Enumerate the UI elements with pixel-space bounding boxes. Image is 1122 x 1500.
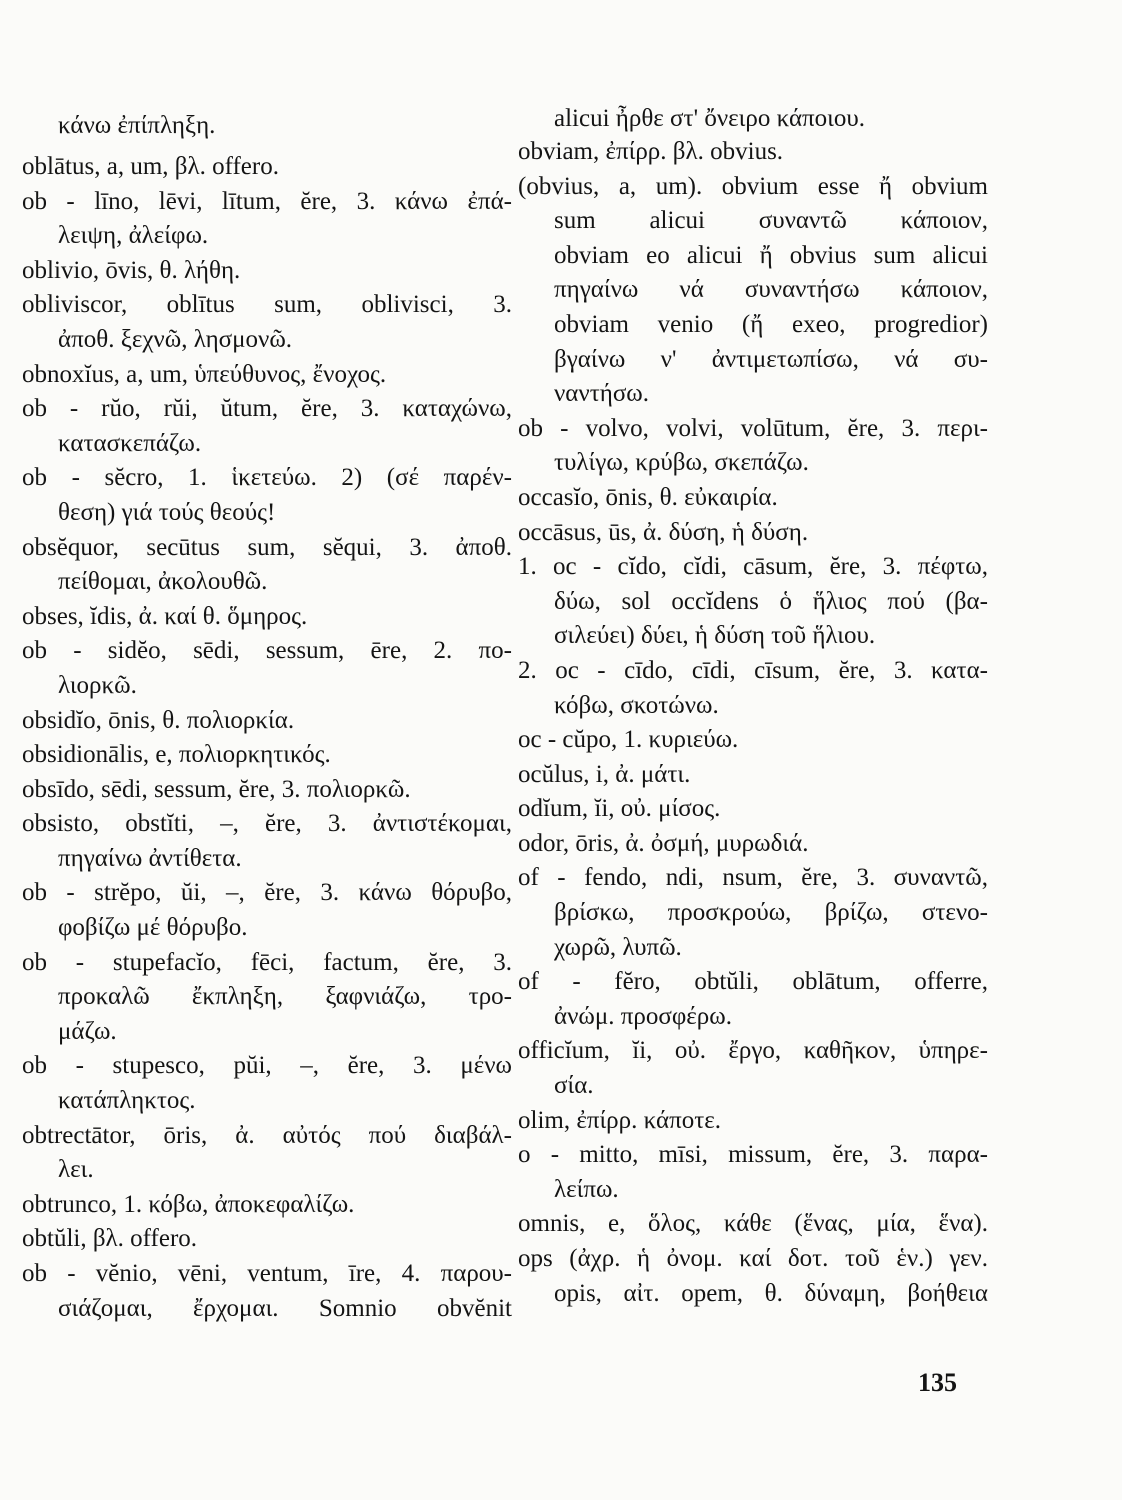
dictionary-entry-line: ob - rŭo, rŭi, ŭtum, ĕre, 3. καταχώνω,: [22, 395, 512, 423]
entry-continuation-line: obviam eo alicui ἤ obvius sum alicui: [554, 241, 988, 269]
entry-continuation-line: θεση) γιά τούς θεούς!: [58, 498, 276, 526]
entry-continuation-line: ἀνώμ. προσφέρω.: [554, 1002, 732, 1030]
entry-continuation-line: χωρῶ, λυπῶ.: [554, 933, 682, 961]
dictionary-entry-line: ob - līno, lēvi, lītum, ĕre, 3. κάνω ἐπά-: [22, 187, 512, 215]
entry-continuation-line: κατάπληκτος.: [58, 1087, 196, 1115]
entry-continuation-line: φοβίζω μέ θόρυβο.: [58, 914, 248, 942]
entry-continuation-line: ἀποθ. ξεχνῶ, λησμονῶ.: [58, 325, 293, 353]
dictionary-entry-line: odĭum, ĭi, οὐ. μίσος.: [518, 795, 721, 823]
dictionary-entry-line: obtrectātor, ōris, ἀ. αὐτός πού διαβάλ-: [22, 1121, 512, 1149]
dictionary-entry-line: omnis, e, ὅλος, κάθε (ἕνας, μία, ἕνα).: [518, 1210, 988, 1238]
entry-continuation-line: σία.: [554, 1072, 594, 1100]
entry-continuation-line: προκαλῶ ἔκπληξη, ξαφνιάζω, τρο-: [58, 983, 512, 1011]
left-column: [22, 102, 512, 1326]
entry-continuation-line: obviam venio (ἤ exeo, progredior): [554, 310, 988, 338]
entry-continuation-line: δύω, sol occĭdens ὁ ἥλιος πού (βα-: [554, 587, 988, 615]
entry-continuation-line: ναντήσω.: [554, 380, 650, 408]
dictionary-entry-line: ob - volvo, volvi, volūtum, ĕre, 3. περι-: [518, 414, 988, 442]
dictionary-entry-line: obviam, ἐπίρρ. βλ. obvius.: [518, 138, 784, 165]
entry-continuation-line: sum alicui συναντῶ κάποιον,: [554, 207, 988, 235]
entry-continuation-line: λει.: [58, 1156, 94, 1184]
dictionary-entry-line: obsĕquor, secūtus sum, sĕqui, 3. ἀποθ.: [22, 533, 512, 561]
dictionary-entry-line: ob - strĕpo, ŭi, –, ĕre, 3. κάνω θόρυβο,: [22, 879, 512, 907]
dictionary-entry-line: o - mitto, mīsi, missum, ĕre, 3. παρα-: [518, 1141, 988, 1169]
dictionary-entry-line: occasĭo, ōnis, θ. εὐκαιρία.: [518, 483, 778, 511]
dictionary-entry-line: obtrunco, 1. κόβω, ἀποκεφαλίζω.: [22, 1190, 355, 1218]
entry-continuation-line: alicui ἦρθε στ' ὄνειρο κάποιου.: [554, 105, 866, 132]
dictionary-entry-line: 1. oc - cĭdo, cĭdi, cāsum, ĕre, 3. πέφτω,: [518, 553, 988, 581]
entry-continuation-line: σιάζομαι, ἔρχομαι. Somnio obvĕnit: [58, 1294, 512, 1322]
dictionary-entry-line: ops (ἀχρ. ἡ ὀνομ. καί δοτ. τοῦ ἑν.) γεν.: [518, 1245, 988, 1272]
entry-continuation-line: πηγαίνω ἀντίθετα.: [58, 844, 242, 872]
dictionary-entry-line: of - fĕro, obtŭli, oblātum, offerre,: [518, 968, 988, 996]
dictionary-entry-line: obliviscor, oblītus sum, oblivisci, 3.: [22, 291, 512, 319]
entry-continuation-line: λιορκῶ.: [58, 671, 137, 699]
entry-continuation-line: τυλίγω, κρύβω, σκεπάζω.: [554, 449, 809, 477]
dictionary-entry-line: obsidĭo, ōnis, θ. πολιορκία.: [22, 706, 295, 734]
entry-continuation-line: μάζω.: [58, 1017, 117, 1045]
dictionary-entry-line: ob - sidĕo, sēdi, sessum, ēre, 2. πο-: [22, 637, 512, 665]
entry-continuation-line: βγαίνω ν' ἀντιμετωπίσω, νά συ-: [554, 345, 988, 373]
dictionary-entry-line: olim, ἐπίρρ. κάποτε.: [518, 1106, 722, 1134]
dictionary-entry-line: obnoxĭus, a, um, ὑπεύθυνος, ἔνοχος.: [22, 360, 387, 388]
dictionary-entry-line: oblivio, ōvis, θ. λήθη.: [22, 256, 241, 284]
dictionary-entry-line: ob - stupesco, pŭi, –, ĕre, 3. μένω: [22, 1052, 512, 1080]
entry-continuation-line: πηγαίνω νά συναντήσω κάποιον,: [554, 276, 988, 304]
right-column: [518, 102, 988, 1311]
entry-continuation-line: κατασκεπάζω.: [58, 429, 202, 457]
page-number: 135: [918, 1368, 957, 1397]
dictionary-entry-line: odor, ōris, ἀ. ὀσμή, μυρωδιά.: [518, 829, 809, 857]
dictionary-entry-line: (obvius, a, um). obvium esse ἤ obvium: [518, 172, 988, 200]
dictionary-entry-line: occāsus, ūs, ἀ. δύση, ἡ δύση.: [518, 518, 809, 546]
entry-continuation-line: πείθομαι, ἀκολουθῶ.: [58, 568, 268, 596]
dictionary-entry-line: obsidionālis, e, πολιορκητικός.: [22, 741, 331, 769]
entry-continuation-line: βρίσκω, προσκρούω, βρίζω, στενο-: [554, 899, 988, 927]
dictionary-entry-line: ob - sĕcro, 1. ἱκετεύω. 2) (σέ παρέν-: [22, 464, 512, 492]
entry-continuation-line: σιλεύει) δύει, ἡ δύση τοῦ ἥλιου.: [554, 622, 876, 650]
dictionary-entry-line: ob - vĕnio, vēni, ventum, īre, 4. παρου-: [22, 1260, 512, 1287]
dictionary-entry-line: obsīdo, sēdi, sessum, ĕre, 3. πολιορκῶ.: [22, 775, 411, 803]
dictionary-entry-line: oc - cŭpo, 1. κυριεύω.: [518, 726, 739, 754]
entry-continuation-line: κόβω, σκοτώνω.: [554, 691, 719, 719]
entry-continuation-line: κάνω ἐπίπληξη.: [58, 112, 216, 139]
entry-continuation-line: λείπω.: [554, 1175, 619, 1203]
entry-continuation-line: opis, αἰτ. opem, θ. δύναμη, βοήθεια: [554, 1279, 988, 1307]
dictionary-entry-line: of - fendo, ndi, nsum, ĕre, 3. συναντῶ,: [518, 864, 988, 892]
dictionary-entry-line: ocŭlus, i, ἀ. μάτι.: [518, 760, 691, 788]
dictionary-entry-line: obses, ĭdis, ἀ. καί θ. ὅμηρος.: [22, 602, 308, 630]
dictionary-entry-line: ob - stupefacĭo, fēci, factum, ĕre, 3.: [22, 948, 512, 976]
entry-continuation-line: λειψη, ἀλείφω.: [58, 222, 209, 250]
dictionary-entry-line: oblātus, a, um, βλ. offero.: [22, 153, 279, 180]
dictionary-entry-line: obsisto, obstĭti, –, ĕre, 3. ἀντιστέκομαι,: [22, 810, 512, 838]
dictionary-entry-line: 2. oc - cīdo, cīdi, cīsum, ĕre, 3. κατα-: [518, 656, 988, 684]
dictionary-entry-line: officĭum, ĭi, οὐ. ἔργο, καθῆκον, ὑπηρε-: [518, 1037, 988, 1065]
dictionary-entry-line: obtŭli, βλ. offero.: [22, 1225, 198, 1253]
